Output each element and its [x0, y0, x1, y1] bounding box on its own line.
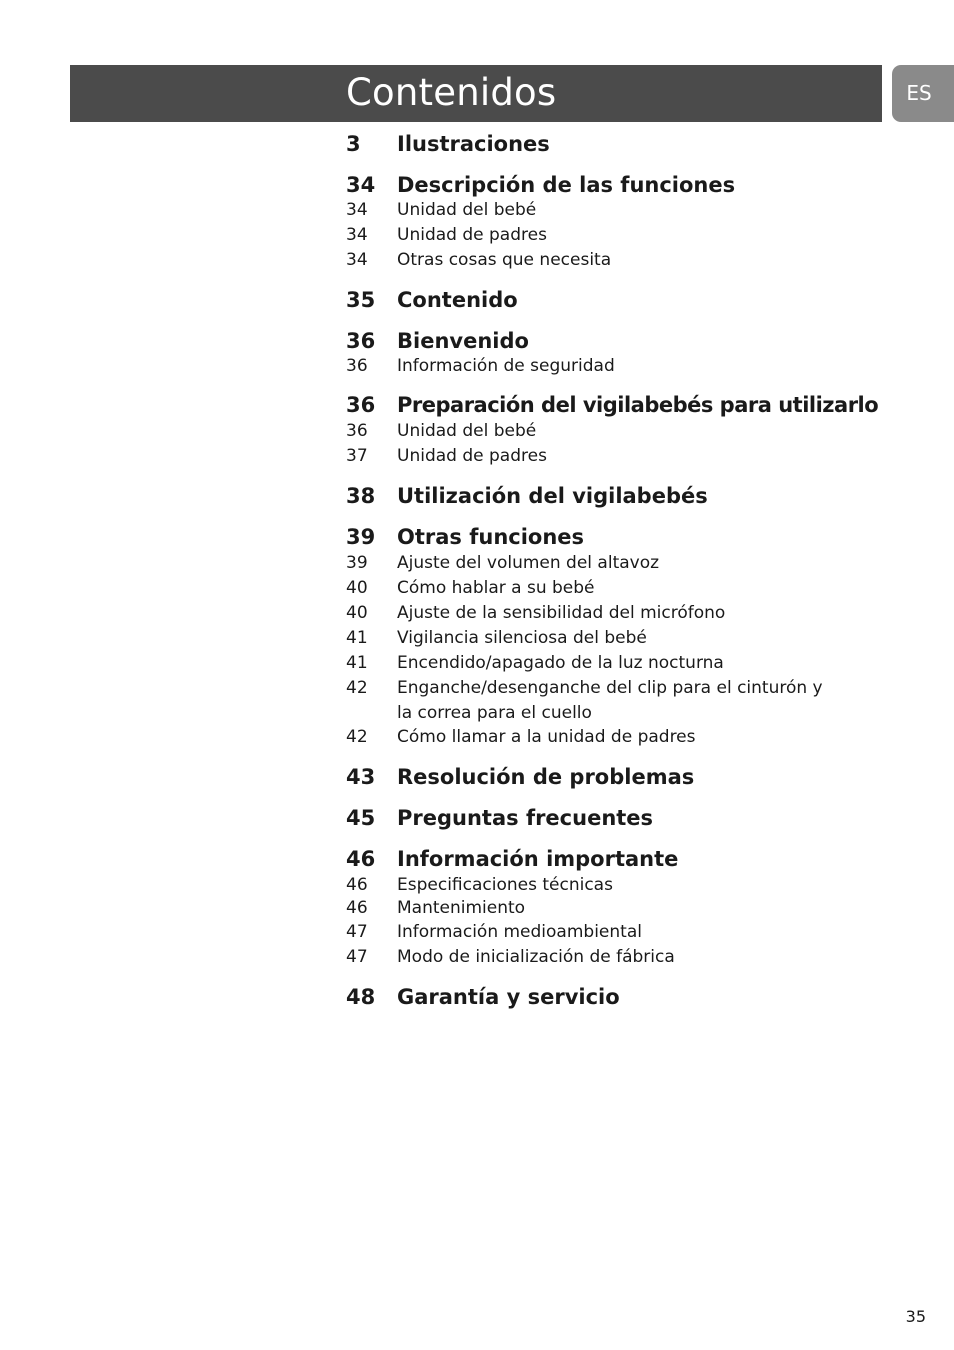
toc-page-number: 36: [346, 421, 368, 441]
language-tab: [892, 65, 954, 122]
toc-page-number: 38: [346, 484, 376, 508]
toc-heading-text: Preguntas frecuentes: [397, 806, 654, 830]
toc-heading-text: Descripción de las funciones: [397, 173, 736, 197]
toc-subentry[interactable]: [346, 444, 906, 469]
toc-heading[interactable]: [346, 131, 906, 157]
toc-heading[interactable]: [346, 805, 906, 831]
toc-heading-text: Ilustraciones: [397, 132, 550, 156]
toc-heading-text: Otras funciones: [397, 525, 585, 549]
toc-heading-text: Información importante: [397, 847, 679, 871]
toc-page-number: 46: [346, 898, 368, 918]
toc-subentry-text: Encendido/apagado de la luz nocturna: [397, 653, 724, 673]
toc-page-number: 47: [346, 947, 368, 967]
toc-subentry[interactable]: [346, 419, 906, 444]
toc-subentry-text: Unidad de padres: [397, 446, 547, 466]
toc-heading[interactable]: [346, 172, 906, 198]
toc-page-number: 46: [346, 847, 376, 871]
toc-subentry[interactable]: [346, 576, 906, 601]
toc-subentry-text: Enganche/desenganche del clip para el cinturón y la correa para el cuello: [397, 678, 823, 723]
toc-subentry-text: Modo de inicialización de fábrica: [397, 947, 675, 967]
toc-page-number: 42: [346, 727, 368, 747]
toc-subentry[interactable]: [346, 223, 906, 248]
toc-subentry-text: Información medioambiental: [397, 922, 642, 942]
toc-subentry-text: Cómo hablar a su bebé: [397, 578, 595, 598]
toc-page-number: 39: [346, 553, 368, 573]
toc-subentry[interactable]: [346, 725, 906, 750]
toc-page-number: 36: [346, 393, 376, 417]
toc-subentry[interactable]: [346, 651, 906, 676]
toc-subentry-text: Unidad de padres: [397, 225, 547, 245]
toc-page-number: 40: [346, 578, 368, 598]
toc-subentry[interactable]: [346, 248, 906, 273]
toc-subentry-text: Unidad del bebé: [397, 421, 537, 441]
toc-subentry[interactable]: [346, 551, 906, 576]
toc-heading-text: Resolución de problemas: [397, 765, 695, 789]
toc-subentry-text: Cómo llamar a la unidad de padres: [397, 727, 696, 747]
toc-heading[interactable]: [346, 764, 906, 790]
toc-subentry-text: Información de seguridad: [397, 356, 615, 376]
toc-page-number: 37: [346, 446, 368, 466]
toc-subentry-text: Vigilancia silenciosa del bebé: [397, 628, 647, 648]
toc-page-number: 35: [346, 288, 376, 312]
toc-subentry[interactable]: [346, 626, 906, 651]
toc-heading-text: Contenido: [397, 288, 518, 312]
toc-page-number: 42: [346, 678, 368, 698]
toc-subentry[interactable]: [346, 873, 906, 898]
page-title: Contenidos: [346, 71, 557, 114]
toc-heading[interactable]: [346, 328, 906, 354]
toc-heading-text: Utilización del vigilabebés: [397, 484, 708, 508]
toc-page-number: 40: [346, 603, 368, 623]
toc-page-number: 3: [346, 132, 361, 156]
toc-page-number: 46: [346, 875, 368, 895]
toc-subentry-text: Unidad del bebé: [397, 200, 537, 220]
toc-subentry[interactable]: [346, 676, 906, 726]
toc-page-number: 34: [346, 173, 376, 197]
toc-heading-text: Preparación del vigilabebés para utilizarlo: [397, 393, 879, 417]
toc-page-number: 43: [346, 765, 376, 789]
toc-heading-text: Garantía y servicio: [397, 985, 620, 1009]
toc-subentry[interactable]: [346, 601, 906, 626]
toc-subentry-text: Otras cosas que necesita: [397, 250, 612, 270]
toc-heading-text: Bienvenido: [397, 329, 529, 353]
toc-page-number: 47: [346, 922, 368, 942]
toc-subentry-text: Especificaciones técnicas: [397, 875, 613, 895]
toc-page-number: 34: [346, 225, 368, 245]
toc-page-number: 39: [346, 525, 376, 549]
toc-heading[interactable]: [346, 846, 906, 872]
toc-page-number: 41: [346, 653, 368, 673]
toc-page-number: 36: [346, 329, 376, 353]
toc-page-number: 34: [346, 250, 368, 270]
language-label: ES: [906, 81, 932, 105]
page-number: 35: [905, 1307, 926, 1326]
toc-subentry-text: Ajuste de la sensibilidad del micrófono: [397, 603, 726, 623]
toc-page-number: 34: [346, 200, 368, 220]
toc-page-number: 45: [346, 806, 376, 830]
toc-subentry-text: Mantenimiento: [397, 898, 526, 918]
toc-subentry[interactable]: [346, 920, 906, 945]
toc-subentry[interactable]: [346, 896, 906, 921]
title-bar: [70, 65, 882, 122]
toc-heading[interactable]: [346, 392, 906, 418]
toc-page-number: 36: [346, 356, 368, 376]
toc-subentry[interactable]: [346, 198, 906, 223]
toc-subentry-text: Ajuste del volumen del altavoz: [397, 553, 660, 573]
toc-heading[interactable]: [346, 483, 906, 509]
toc-page-number: 48: [346, 985, 376, 1009]
toc-page-number: 41: [346, 628, 368, 648]
toc-subentry[interactable]: [346, 945, 906, 970]
toc-heading[interactable]: [346, 984, 906, 1010]
toc-subentry[interactable]: [346, 354, 906, 379]
toc-heading[interactable]: [346, 287, 906, 313]
toc-heading[interactable]: [346, 524, 906, 550]
